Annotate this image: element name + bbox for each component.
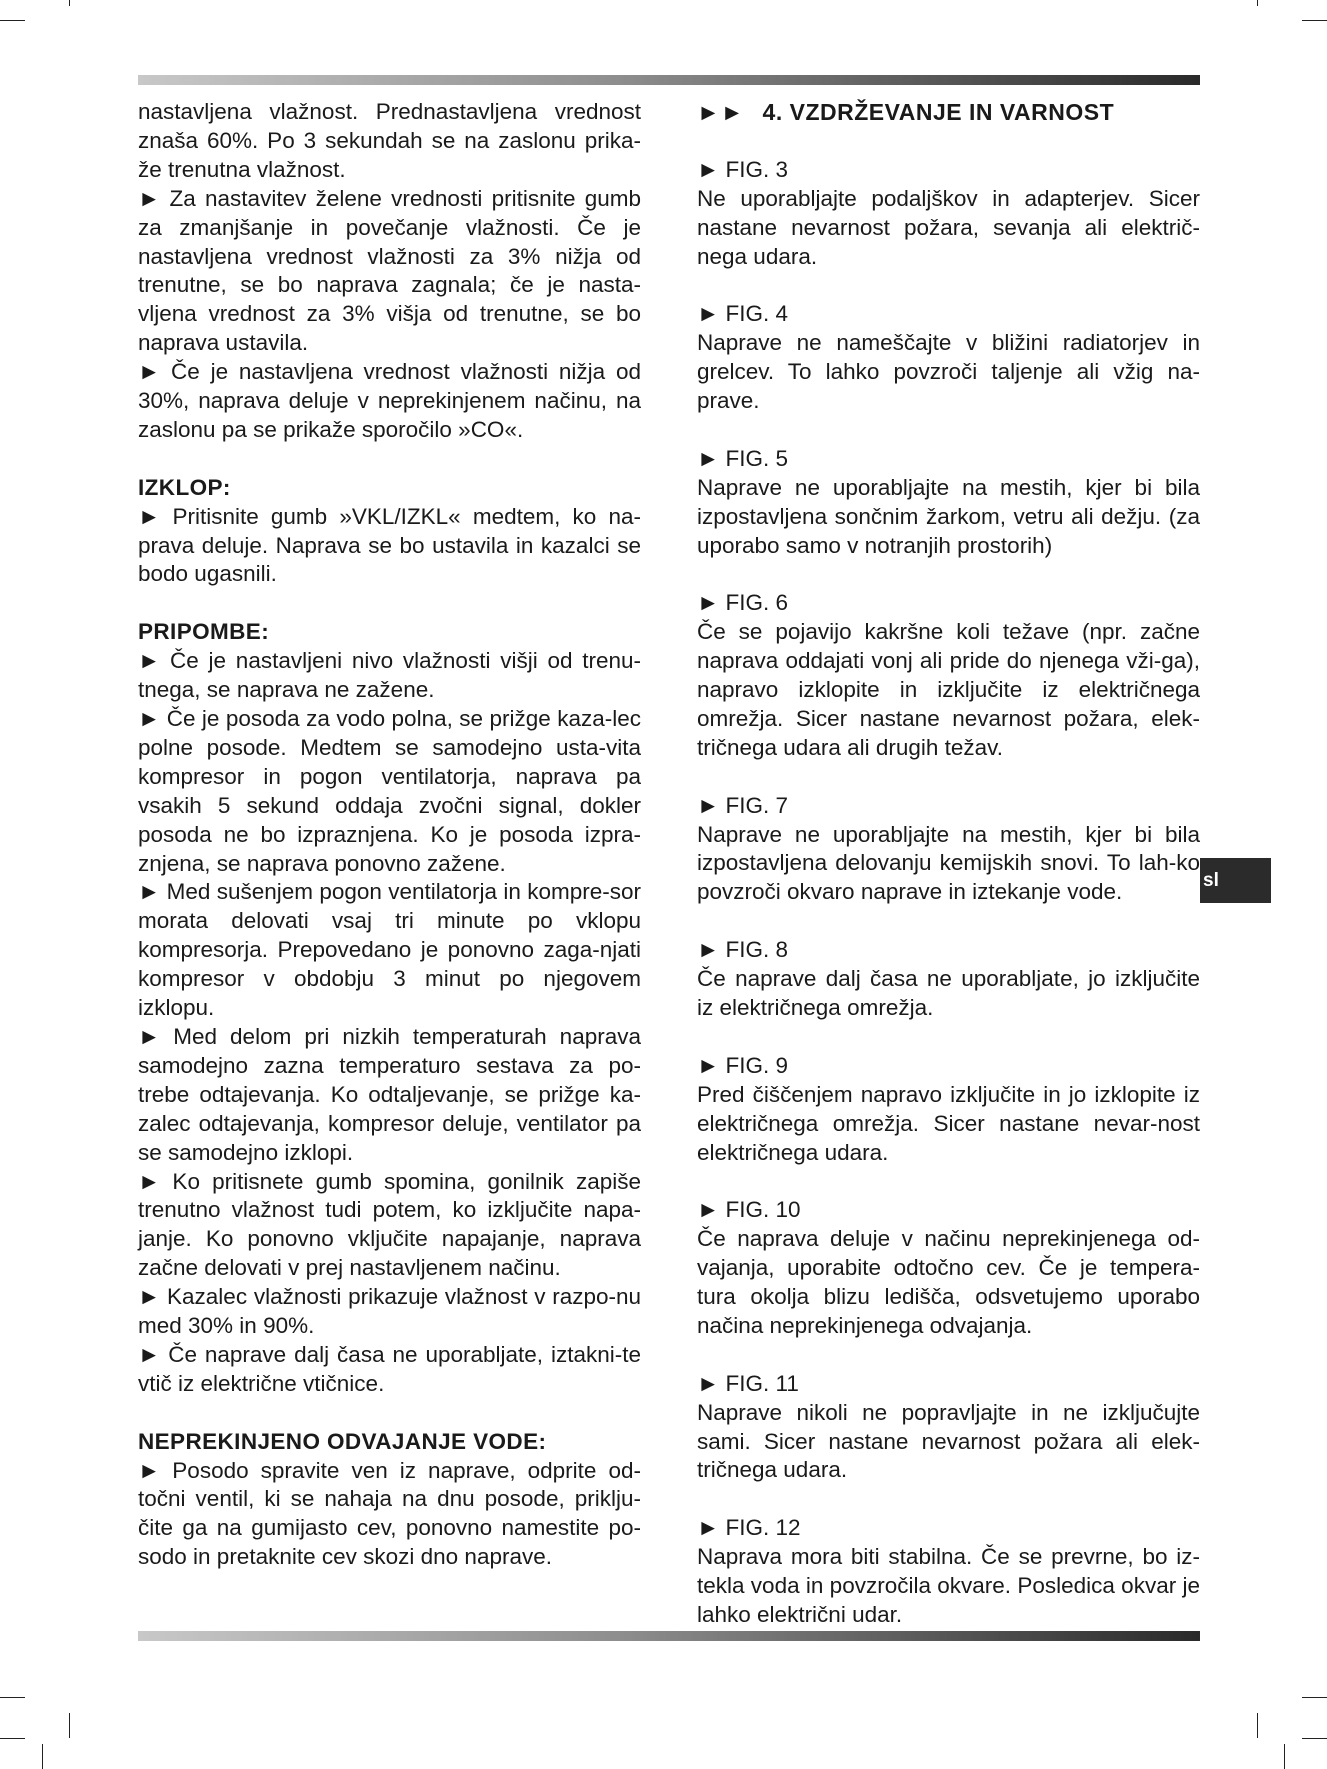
fig-text: Ne uporabljajte podaljškov in adapterjev. Sicer nastane nevarnost požara, sevanja ali električ-nega udara. [697, 185, 1200, 269]
crop-mark [69, 0, 70, 6]
paragraph: ► Za nastavitev želene vrednosti pritisnite gumb za zmanjšanje in povečanje vlažnosti. Če je nastavljena vrednost vlažnosti za 3% nižja od trenutne, se bo naprava zagnala; če je nasta-vljena vrednost za 3% višja od trenutne, se bo naprava ustavila. [138, 185, 641, 356]
crop-mark [1302, 1697, 1327, 1698]
fig-text: Če naprave dalj časa ne uporabljate, jo izključite iz električnega omrežja. [697, 966, 1200, 1020]
crop-mark [42, 1744, 43, 1769]
crop-mark [1257, 1713, 1258, 1738]
section-title [697, 98, 1200, 127]
heading-pripombe: PRIPOMBE: [138, 619, 270, 645]
fig-text: Naprave nikoli ne popravljajte in ne izključujte sami. Sicer nastane nevarnost požara ali elek-tričnega udara. [697, 1399, 1200, 1483]
paragraph: ► Posodo spravite ven iz naprave, odprite od-točni ventil, ki se nahaja na dnu posode, priklju-čite ga na gumijasto cev, ponovno namestite po-sodo in pretaknite cev skozi dno naprave. [138, 1457, 641, 1570]
fig-text: Pred čiščenjem napravo izključite in jo izklopite iz električnega omrežja. Sicer nastane nevar-nost električnega udara. [697, 1081, 1200, 1165]
bottom-rule [138, 1631, 1200, 1641]
paragraph: ► Če naprave dalj časa ne uporabljate, iztakni-te vtič iz električne vtičnice. [138, 1341, 641, 1396]
paragraph: ► Pritisnite gumb »VKL/IZKL« medtem, ko na-prava deluje. Naprava se bo ustavila in kazalci se bodo ugasnili. [138, 503, 641, 587]
crop-mark [1284, 1744, 1285, 1769]
paragraph: nastavljena vlažnost. Prednastavljena vrednost znaša 60%. Po 3 sekundah se na zaslonu prika-že trenutna vlažnost. [138, 99, 641, 182]
fig-text: Naprava mora biti stabilna. Če se prevrne, bo iz-tekla voda in povzročila okvare. Posledica okvar je lahko električni udar. [697, 1544, 1200, 1627]
crop-mark [69, 1713, 70, 1738]
fig-label: ► FIG. 11 [697, 1370, 799, 1396]
paragraph: ► Ko pritisnete gumb spomina, gonilnik zapiše trenutno vlažnost tudi potem, ko izključite napa-janje. Ko ponovno vključite napajanje, naprava začne delovati v prej nastavljenem načinu. [138, 1168, 641, 1281]
crop-mark [0, 1738, 25, 1739]
fig-label: ► FIG. 9 [697, 1052, 789, 1078]
right-column [697, 98, 1200, 1630]
fig-label: ► FIG. 7 [697, 792, 789, 818]
fig-text: Če naprava deluje v načinu neprekinjenega od-vajanja, uporabite odtočno cev. Če je tempera-tura okolja blizu ledišča, odsvetujemo uporabo načina neprekinjenega odvajanja. [697, 1226, 1200, 1338]
heading-izklop: IZKLOP: [138, 474, 231, 500]
double-arrow-icon: ►► [697, 99, 745, 125]
fig-label: ► FIG. 10 [697, 1197, 801, 1223]
fig-label: ► FIG. 5 [697, 445, 789, 471]
paragraph: ► Če je nastavljeni nivo vlažnosti višji od trenu-tnega, se naprava ne zažene. [138, 648, 641, 703]
fig-label: ► FIG. 6 [697, 590, 789, 616]
paragraph: ► Med sušenjem pogon ventilatorja in kompre-sor morata delovati vsaj tri minute po vklopu kompresorja. Prepovedano je ponovno zaga-njati kompresor v obdobju 3 minut po njegovem izklopu. [138, 879, 641, 1021]
fig-text: Če se pojavijo kakršne koli težave (npr. začne naprava oddajati vonj ali pride do njenega vži-ga), napravo izklopite in izključite iz električnega omrežja. Sicer nastane nevarnost požara, elek-tričnega udara ali drugih težav. [697, 619, 1200, 760]
paragraph: ► Med delom pri nizkih temperaturah naprava samodejno zazna temperaturo sestava za po-trebe odtajevanja. Ko odtaljevanje, se prižge ka-zalec odtajevanja, kompresor deluje, ventilator pa se samodejno izklopi. [138, 1023, 641, 1165]
crop-mark [1302, 20, 1327, 21]
crop-mark [0, 20, 25, 21]
paragraph: ► Če je nastavljena vrednost vlažnosti nižja od 30%, naprava deluje v neprekinjenem načinu, na zaslonu pa se prikaže sporočilo »CO«. [138, 359, 641, 442]
fig-text: Naprave ne nameščajte v bližini radiatorjev in grelcev. To lahko povzroči taljenje ali vžig na-prave. [697, 330, 1200, 414]
paragraph: ► Če je posoda za vodo polna, se prižge kaza-lec polne posode. Medtem se samodejno usta-vita kompresor in pogon ventilatorja, naprava pa vsakih 5 sekund oddaja zvočni signal, dokler posoda ne bo izpraznjena. Ko je posoda izpra-znjena, se naprava ponovno zažene. [138, 706, 641, 876]
section-title-text: 4. VZDRŽEVANJE IN VARNOST [762, 99, 1115, 125]
heading-neprekinjeno: NEPREKINJENO ODVAJANJE VODE: [138, 1428, 547, 1454]
fig-text: Naprave ne uporabljajte na mestih, kjer bi bila izpostavljena delovanju kemijskih snovi. To lah-ko povzroči okvaro naprave in iztekanje vode. [697, 821, 1200, 905]
crop-mark [1302, 1738, 1327, 1739]
fig-label: ► FIG. 4 [697, 301, 789, 327]
crop-mark [0, 1697, 25, 1698]
top-rule [138, 75, 1200, 85]
paragraph: ► Kazalec vlažnosti prikazuje vlažnost v razpo-nu med 30% in 90%. [138, 1284, 641, 1339]
left-column [138, 98, 641, 1572]
fig-label: ► FIG. 12 [697, 1515, 801, 1541]
fig-text: Naprave ne uporabljajte na mestih, kjer bi bila izpostavljena sončnim žarkom, vetru ali dežju. (za uporabo samo v notranjih prostorih) [697, 474, 1200, 558]
fig-label: ► FIG. 3 [697, 156, 789, 182]
fig-label: ► FIG. 8 [697, 937, 789, 963]
crop-mark [1257, 0, 1258, 6]
language-tab: sl [1200, 858, 1271, 903]
